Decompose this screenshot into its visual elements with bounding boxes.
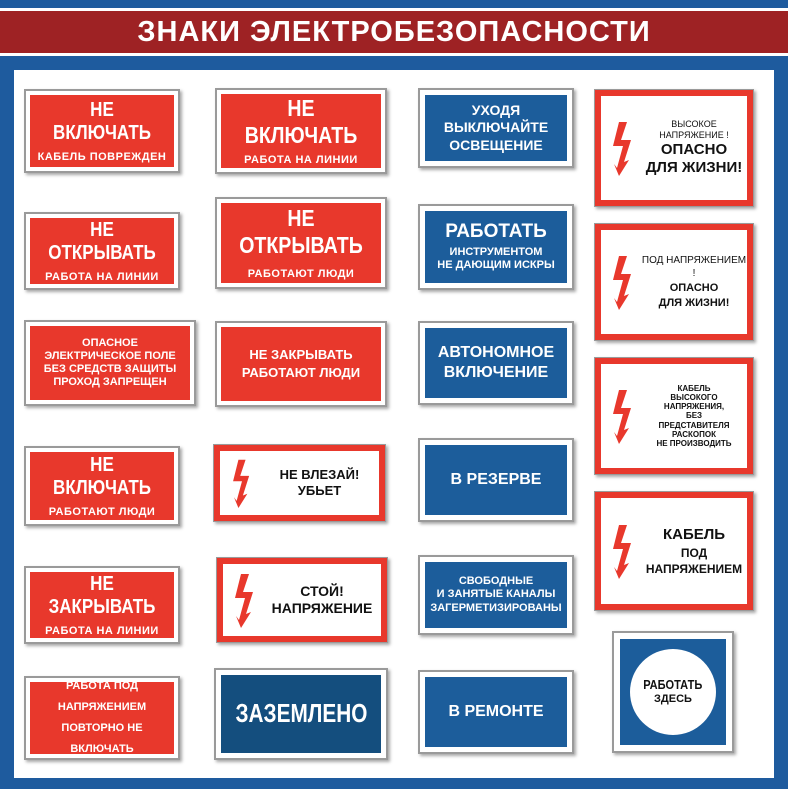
lightning-icon (609, 515, 637, 587)
sign-ne-vlezai (213, 444, 386, 522)
sign-line: СТОЙ! (300, 582, 344, 599)
title-bar (0, 8, 788, 56)
sign-line: НАПРЯЖЕНИЕ ! (659, 130, 729, 140)
sign-main-text: НЕ ВКЛЮЧАТЬ (53, 453, 151, 499)
sign-line: ВКЛЮЧЕНИЕ (443, 364, 549, 381)
sign-pod-napryazheniem-opasno (594, 223, 754, 341)
sign-main-text: НЕ ЗАКРЫВАТЬ (48, 572, 156, 618)
sign-sub-text: РАБОТА НА ЛИНИИ (244, 154, 358, 167)
lightning-icon (609, 381, 637, 451)
sign-line: НАПРЯЖЕНИЕМ (645, 562, 743, 577)
sign-line: НЕ ВЛЕЗАЙ! (279, 466, 360, 482)
sign-sub-text: КАБЕЛЬ ПОВРЕЖДЕН (37, 150, 167, 163)
sign-line: КАБЕЛЬ (662, 525, 726, 543)
sign-sub-text: РАБОТАЮТ ЛЮДИ (247, 268, 355, 281)
sign-line: ОПАСНО (669, 281, 719, 294)
sign-line: НЕ ЗАКРЫВАТЬ (249, 346, 353, 362)
sign-line: УБЬЕТ (297, 483, 342, 498)
sign-line: БЕЗ (685, 411, 703, 421)
sign-line: НЕ ПРОИЗВОДИТЬ (656, 438, 732, 448)
sign-rabotat-zdes (612, 631, 734, 753)
sign-sub-text: РАБОТА НА ЛИНИИ (45, 624, 159, 637)
sign-ne-zakryvat-lyudi (215, 321, 387, 407)
sign-line: В РЕМОНТЕ (448, 702, 544, 720)
sign-line: ПОД (680, 545, 708, 560)
lightning-icon (231, 572, 259, 628)
sign-line: ВЫСОКОГО (670, 393, 718, 403)
sign-line: НЕ ДАЮЩИМ ИСКРЫ (437, 259, 555, 272)
sign-ne-vklyuchat-liniya (215, 88, 387, 174)
sign-ne-otkryvat-rabota (24, 212, 180, 290)
sign-rabota-pod-napryazheniem (24, 676, 180, 760)
sign-rabotat-instrumentom (418, 204, 574, 290)
sign-main-text: НЕ ОТКРЫВАТЬ (48, 218, 156, 264)
lightning-icon (228, 458, 256, 508)
sign-line: БЕЗ СРЕДСТВ ЗАЩИТЫ (43, 363, 177, 375)
lightning-icon (609, 247, 637, 317)
sign-line: ДЛЯ ЖИЗНИ! (645, 158, 743, 176)
sign-ukhodya-vyklyuchaite (418, 88, 574, 168)
sign-stoi-napryazhenie (216, 557, 388, 643)
lightning-icon (609, 113, 637, 183)
sign-line: УХОДЯ (471, 101, 521, 118)
sign-kabel-pod-napryazheniem (594, 491, 754, 611)
sign-line: ОПАСНОЕ (82, 336, 138, 349)
sign-main-text: НЕ ВКЛЮЧАТЬ (53, 98, 151, 144)
sign-line: НАПРЯЖЕНИЕ (271, 600, 373, 616)
sign-opasnoe-pole (24, 320, 196, 406)
sign-main-text: НЕ ВКЛЮЧАТЬ (244, 95, 358, 148)
sign-line: НАПРЯЖЕНИЯ, (663, 402, 725, 412)
sign-line: ПОД НАПРЯЖЕНИЕМ ! (641, 254, 747, 280)
sign-main-text: НЕ ОТКРЫВАТЬ (239, 205, 363, 258)
white-circle (630, 649, 716, 735)
sign-line: ОСВЕЩЕНИЕ (449, 136, 543, 153)
poster-title: ЗНАКИ ЭЛЕКТРОБЕЗОПАСНОСТИ (137, 15, 651, 48)
sign-line: ИНСТРУМЕНТОМ (449, 246, 543, 259)
sign-zazemleno (214, 668, 388, 760)
sign-line: РАБОТАТЬ (643, 677, 703, 692)
sign-line: РАСКОПОК (672, 429, 716, 439)
sign-avtonomnoe-vklyuchenie (418, 321, 574, 405)
sign-line: ПОВТОРНО НЕ ВКЛЮЧАТЬ (61, 722, 143, 755)
sign-line: ВЫСОКОЕ (671, 119, 717, 130)
sign-v-rezerve (418, 438, 574, 522)
sign-line: ПРЕДСТАВИТЕЛЯ (658, 420, 730, 430)
sign-line: СВОБОДНЫЕ (458, 575, 534, 588)
sign-line: РАБОТАТЬ (445, 221, 547, 243)
sign-line: ВЫКЛЮЧАЙТЕ (443, 119, 549, 136)
sign-ne-vklyuchat-lyudi (24, 446, 180, 526)
sign-line: РАБОТА ПОД НАПРЯЖЕНИЕМ (57, 680, 147, 714)
sign-line: ОПАСНО (660, 140, 728, 158)
sign-svobodnye-kanaly (418, 555, 574, 635)
sign-ne-otkryvat-lyudi (215, 197, 387, 289)
sign-line: АВТОНОМНОЕ (437, 344, 555, 361)
sign-v-remonte (418, 670, 574, 754)
sign-line: КАБЕЛЬ (677, 383, 711, 393)
sign-line: ЗДЕСЬ (654, 693, 692, 706)
sign-kabel-vysokogo (594, 357, 754, 475)
sign-line: В РЕЗЕРВЕ (450, 470, 542, 488)
sign-sub-text: РАБОТА НА ЛИНИИ (45, 270, 159, 283)
sign-ne-vklyuchat-kabel (24, 89, 180, 173)
sign-line: РАБОТАЮТ ЛЮДИ (241, 365, 361, 380)
sign-line: ДЛЯ ЖИЗНИ! (658, 296, 730, 309)
sign-line: ПРОХОД ЗАПРЕЩЕН (53, 376, 167, 389)
sign-ne-zakryvat-rabota (24, 566, 180, 644)
sign-sub-text: РАБОТАЮТ ЛЮДИ (48, 505, 156, 518)
sign-vysokoe-napryazhenie (594, 89, 754, 207)
sign-main-text: ЗАЗЕМЛЕНО (235, 698, 367, 729)
sign-line: ЭЛЕКТРИЧЕСКОЕ ПОЛЕ (44, 349, 176, 362)
sign-line: ЗАГЕРМЕТИЗИРОВАНЫ (430, 601, 562, 614)
sign-line: И ЗАНЯТЫЕ КАНАЛЫ (436, 588, 556, 601)
